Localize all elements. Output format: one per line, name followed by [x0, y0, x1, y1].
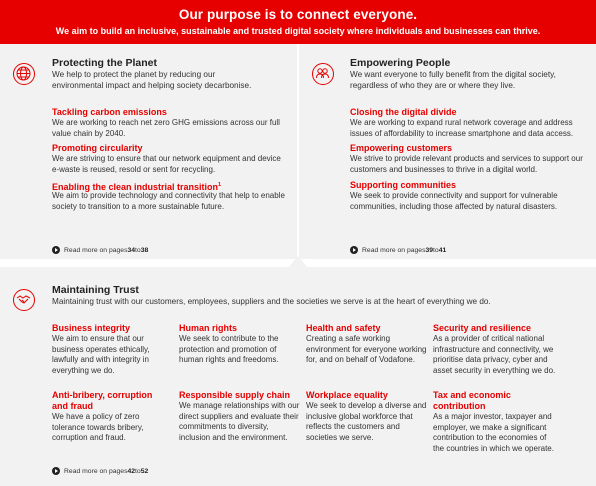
people-panel — [299, 44, 596, 259]
arrow-right-icon — [52, 246, 60, 254]
planet-item-text: We aim to provide technology and connectivity that help to enable society to transition to a more sustainable future. — [52, 191, 285, 211]
banner-title: Our purpose is to connect everyone. — [178, 7, 418, 22]
trust-panel — [0, 267, 596, 486]
people-item-title: Empowering customers — [350, 143, 453, 153]
people-item-title: Supporting communities — [350, 180, 457, 190]
planet-item-title: Tackling carbon emissions — [52, 107, 167, 117]
trust-item-text: Creating a safe working environment for everyone working for, and on behalf of Vodafone. — [306, 334, 427, 364]
people-item-text: We are working to expand rural network coverage and address issues of affordability to increase smartphone and data access. — [350, 118, 574, 138]
trust-heading: Maintaining Trust — [52, 284, 139, 296]
trust-item-text: We manage relationships with our direct suppliers and evaluate their commitments to diversity, inclusion and the environment. — [179, 401, 300, 442]
trust-item-title: Responsible supply chain — [179, 390, 291, 400]
planet-intro: We help to protect the planet by reducing our environmental impact and helping society decarbonise. — [52, 70, 252, 90]
trust-item-title: Security and resilience — [433, 323, 532, 333]
planet-item-text: We are striving to ensure that our network equipment and device e-waste is reused, resold or sent for recycling. — [52, 154, 281, 174]
arrow-right-icon — [350, 246, 358, 254]
arrow-right-icon — [52, 467, 60, 475]
trust-item-text: We aim to ensure that our business operates ethically, lawfully and with integrity in everything we do. — [52, 334, 150, 375]
trust-item-title: Anti-bribery, corruption and fraud — [52, 390, 153, 411]
people-heading: Empowering People — [350, 57, 451, 69]
trust-item-text: As a provider of critical national infrastructure and connectivity, we prioritise data privacy, cyber and asset security in everything we do. — [433, 334, 556, 375]
people-item-text: We seek to provide connectivity and support for vulnerable communities, including those affected by natural disasters. — [350, 191, 558, 211]
trust-intro: Maintaining trust with our customers, employees, suppliers and the societies we serve is at the heart of everything we do. — [52, 297, 491, 306]
people-item-text: We strive to provide relevant products and services to support our customers and businesses to thrive in a digital world. — [350, 154, 583, 174]
purpose-banner — [0, 0, 596, 44]
people-intro: We want everyone to fully benefit from the digital society, regardless of who they are or where they live. — [350, 70, 556, 90]
trust-item-text: As a major investor, taxpayer and employer, we make a significant contribution to the economies of the countries in which we operate. — [433, 412, 554, 453]
planet-item-text: We are working to reach net zero GHG emissions across our full value chain by 2040. — [52, 118, 280, 138]
trust-item-title: Workplace equality — [306, 390, 388, 400]
trust-item-text: We seek to develop a diverse and inclusive global workforce that reflects the customers and societies we serve. — [306, 401, 427, 442]
trust-item-title: Human rights — [179, 323, 238, 333]
planet-read-more-link[interactable]: Read more on pages 34 to 38 — [52, 246, 148, 254]
trust-read-more-link[interactable]: Read more on pages 42 to 52 — [52, 467, 148, 475]
trust-item-title: Business integrity — [52, 323, 131, 333]
handshake-icon — [13, 289, 35, 311]
planet-item-title: Promoting circularity — [52, 143, 143, 153]
globe-icon — [13, 63, 35, 85]
trust-item-text: We have a policy of zero tolerance towards bribery, corruption and fraud. — [52, 412, 144, 442]
trust-item-title: Health and safety — [306, 323, 381, 333]
people-item-title: Closing the digital divide — [350, 107, 457, 117]
people-icon — [312, 63, 334, 85]
planet-heading: Protecting the Planet — [52, 57, 158, 69]
banner-subtitle: We aim to build an inclusive, sustainable and trusted digital society where individuals and businesses can thrive. — [55, 26, 541, 36]
trust-item-text: We seek to contribute to the protection and promotion of human rights and freedoms. — [179, 334, 279, 364]
trust-item-title: Tax and economic contribution — [433, 390, 511, 411]
people-read-more-link[interactable]: Read more on pages 39 to 41 — [350, 246, 446, 254]
planet-panel — [0, 44, 297, 259]
planet-item-title: Enabling the clean industrial transition$^1$ — [52, 182, 222, 192]
